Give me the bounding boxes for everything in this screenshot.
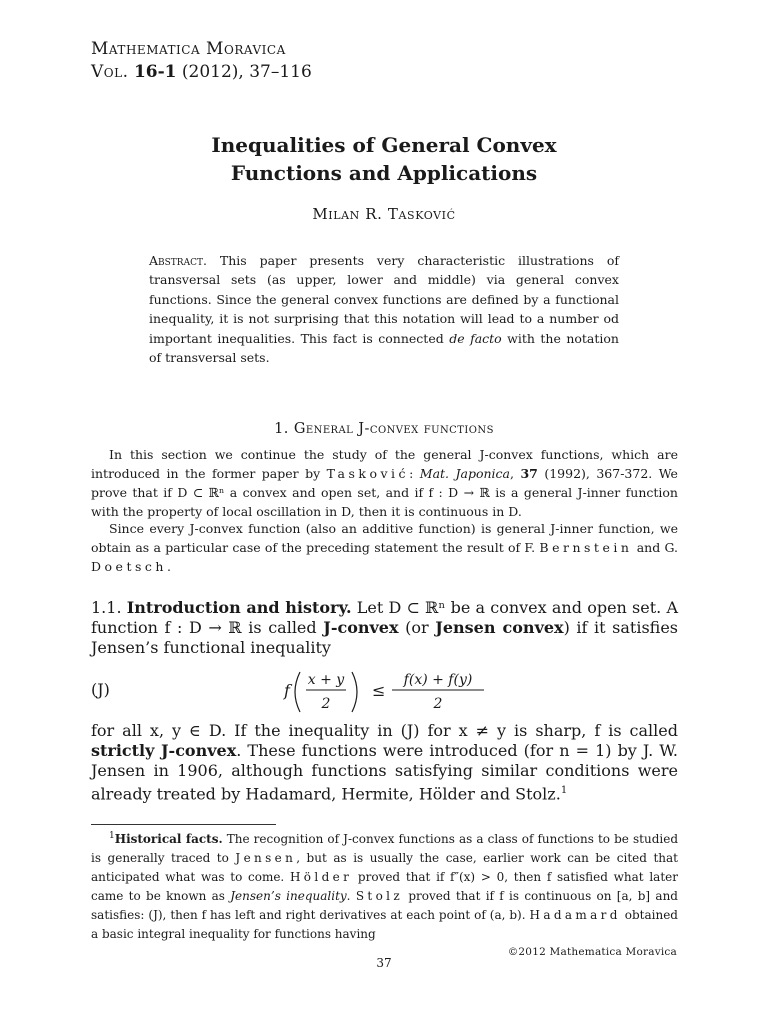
text: (1992), 367-372. We prove that if D ⊂ ℝⁿ a convex and open set, and if f : D → ℝ is a general J-inner function with the property of local oscillation in D, then it is continuous in D. bbox=[91, 466, 678, 519]
author-ref: Doetsch bbox=[91, 559, 167, 574]
subsection-heading: Introduction and history. bbox=[126, 598, 352, 617]
author-ref: Jensen bbox=[235, 851, 297, 865]
footnote bbox=[91, 827, 678, 944]
eq-rhs-denominator: 2 bbox=[433, 696, 443, 712]
volume-label: Vol. bbox=[91, 62, 129, 82]
paragraph-1: In this section we continue the study of the general J-convex functions, which are introduced in the former paper by Tasković: Mat. Japonica, 37 (1992), 367-372. We prove that if D ⊂ ℝⁿ a convex and open set, and if f : D → ℝ is a general J-inner function with the property of local oscillation in D, then it is continuous in D. bbox=[91, 447, 678, 519]
abstract-label: Abstract. bbox=[149, 253, 207, 268]
text: Let D ⊂ ℝⁿ be a convex and open set. A function f : D → ℝ is called bbox=[91, 598, 679, 637]
paragraph-2 bbox=[91, 519, 678, 576]
section-heading bbox=[0, 421, 768, 437]
volume-number: 16-1 bbox=[133, 62, 177, 82]
text: (or bbox=[405, 618, 429, 637]
jensen-equation bbox=[282, 666, 502, 722]
defined-term: J-convex bbox=[323, 618, 399, 637]
text: obtained a basic integral inequality for functions having bbox=[91, 908, 678, 941]
text: , but as is usually the case, earlier work can be cited that anticipated what was to come. bbox=[91, 851, 678, 884]
journal-ref: Mat. Japonica bbox=[419, 466, 510, 481]
page-number: 37 bbox=[376, 956, 392, 970]
text: proved that if f″(x) > 0, then f satisfied what later came to be known as bbox=[91, 870, 678, 903]
author-name: Milan R. Tasković bbox=[312, 205, 456, 223]
paragraph-after-equation bbox=[91, 721, 678, 804]
equation-graphic bbox=[282, 666, 502, 718]
text: . bbox=[166, 559, 171, 574]
footnote-number: 1 bbox=[109, 831, 115, 841]
eq-lhs-numerator: x + y bbox=[307, 672, 345, 688]
paper-title bbox=[0, 131, 768, 187]
text: . bbox=[346, 889, 351, 903]
section-title: General J-convex functions bbox=[293, 421, 494, 437]
eq-function: f bbox=[284, 681, 290, 700]
text: for all x, y ∈ D. If the inequality in (J) for x ≠ y is sharp, f is called bbox=[91, 721, 678, 740]
author-ref: Hölder bbox=[289, 870, 353, 884]
text: The recognition of J-convex functions as a class of functions to be studied is generally traced to bbox=[91, 832, 679, 865]
defined-term: Jensen convex bbox=[435, 618, 564, 637]
volume-year-pages: (2012), 37–116 bbox=[181, 62, 312, 82]
author-ref: Stolz bbox=[355, 889, 404, 903]
text: : bbox=[409, 466, 414, 481]
author-ref: Bernstein bbox=[539, 540, 633, 555]
eq-leq: ≤ bbox=[372, 681, 386, 700]
text: In this section we continue the study of the general J-convex functions, which are introduced in the former paper by bbox=[91, 447, 678, 481]
text: Since every J-convex function (also an additive function) is general J-inner function, we obtain as a particular case of the preceding statement the result of F. bbox=[91, 521, 678, 555]
author-ref: Tasković bbox=[326, 466, 410, 481]
text: ) if it satisfies Jensen’s functional inequality bbox=[91, 618, 679, 657]
italic-term: Jensen’s inequality bbox=[230, 889, 347, 903]
journal-header bbox=[91, 38, 312, 84]
defined-term: strictly J-convex bbox=[91, 741, 237, 760]
equation-label: (J) bbox=[91, 680, 110, 699]
author-ref: Hadamard bbox=[529, 908, 621, 922]
right-paren bbox=[352, 672, 357, 712]
title-line-2: Functions and Applications bbox=[230, 161, 538, 185]
text: . These functions were introduced (for n = 1) by J. W. Jensen in 1906, although functions satisfying similar conditions were already treated by Hadamard, Hermite, Hölder and Stolz. bbox=[91, 741, 678, 804]
footnote-rule bbox=[91, 824, 276, 825]
copyright-notice: ©2012 Mathematica Moravica bbox=[507, 946, 677, 958]
text: and G. bbox=[636, 540, 678, 555]
text: proved that if f is continuous on [a, b] and satisfies: (J), then f has left and right derivatives at each point of (a, b). bbox=[91, 889, 678, 922]
abstract-text: This paper presents very characteristic illustrations of transversal sets (as upper, lower and middle) via general convex functions. Since the general convex functions are defined by a functional inequality, it is not surprising that this notation will lead to a number od important inequalities. This fact is connected bbox=[149, 253, 619, 346]
volume-ref: 37 bbox=[520, 466, 538, 481]
subsection-number: 1.1. bbox=[91, 598, 122, 617]
abstract-text-end: with the notation of transversal sets. bbox=[149, 330, 619, 366]
eq-rhs-numerator: f(x) + f(y) bbox=[403, 672, 473, 688]
abstract bbox=[149, 251, 619, 367]
title-line-1: Inequalities of General Convex bbox=[211, 133, 557, 157]
footnote-heading: Historical facts. bbox=[114, 832, 223, 846]
eq-lhs-denominator: 2 bbox=[321, 696, 331, 712]
journal-volume bbox=[91, 61, 312, 84]
left-paren bbox=[295, 672, 300, 712]
abstract-emphasis: de facto bbox=[449, 330, 502, 346]
footnote-marker[interactable]: 1 bbox=[560, 785, 568, 796]
paragraph-intro bbox=[91, 598, 678, 658]
journal-name: Mathematica Moravica bbox=[91, 39, 286, 59]
section-number: 1. bbox=[274, 421, 289, 437]
